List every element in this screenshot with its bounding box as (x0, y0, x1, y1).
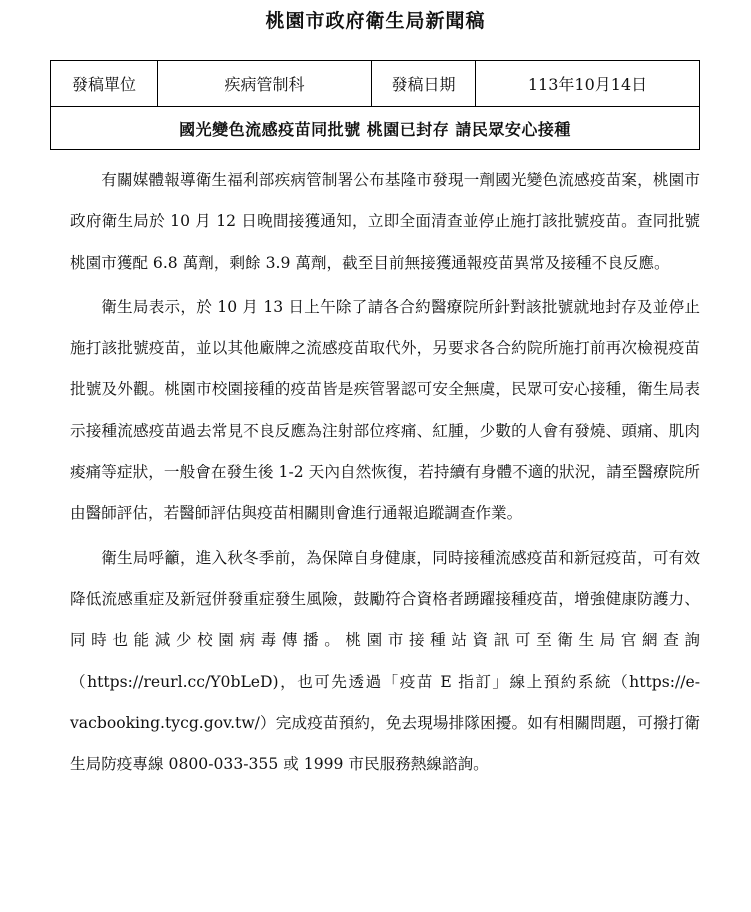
issuing-unit-label: 發稿單位 (51, 61, 158, 107)
document-title: 桃園市政府衛生局新聞稿 (265, 10, 486, 32)
body-paragraph: 衛生局呼籲，進入秋冬季前，為保障自身健康，同時接種流感疫苗和新冠疫苗，可有效降低流感重症及新冠併發重症發生風險，鼓勵符合資格者踴躍接種疫苗，增強健康防護力、同時也能減少校園病毒傳播。桃園市接種站資訊可至衛生局官網查詢（https://reurl.cc/Y0bLeD)，也可先透過「疫苗 E 指訂」線上預約系統（https://e-vacbooking.tycg.gov.tw/）完成疫苗預約，免去現場排隊困擾。如有相關問題，可撥打衛生局防疫專線 0800-033-355 或 1999 市民服務熱線諮詢。 (70, 548, 700, 774)
press-body (70, 160, 700, 788)
press-info-table (50, 60, 700, 150)
body-paragraph: 有關媒體報導衛生福利部疾病管制署公布基隆市發現一劑國光變色流感疫苗案，桃園市政府衛生局於 10 月 12 日晚間接獲通知，立即全面清查並停止施打該批號疫苗。查同批號桃園市獲配 6.8 萬劑，剩餘 3.9 萬劑，截至目前無接獲通報疫苗異常及接種不良反應。 (70, 171, 700, 272)
press-headline: 國光變色流感疫苗同批號 桃園已封存 請民眾安心接種 (51, 107, 700, 150)
issuing-unit-value: 疾病管制科 (158, 61, 372, 107)
issue-date-value: 113年10月14日 (476, 61, 700, 107)
body-paragraph: 衛生局表示，於 10 月 13 日上午除了請各合約醫療院所針對該批號就地封存及並停止施打該批號疫苗，並以其他廠牌之流感疫苗取代外，另要求各合約院所施打前再次檢視疫苗批號及外觀。桃園市校園接種的疫苗皆是疾管署認可安全無虞，民眾可安心接種，衛生局表示接種流感疫苗過去常見不良反應為注射部位疼痛、紅腫，少數的人會有發燒、頭痛、肌肉痠痛等症狀，一般會在發生後 1-2 天內自然恢復，若持續有身體不適的狀況，請至醫療院所由醫師評估，若醫師評估與疫苗相關則會進行通報追蹤調查作業。 (70, 297, 700, 523)
press-info-row (51, 61, 700, 107)
headline-row (51, 107, 700, 150)
issue-date-label: 發稿日期 (372, 61, 476, 107)
